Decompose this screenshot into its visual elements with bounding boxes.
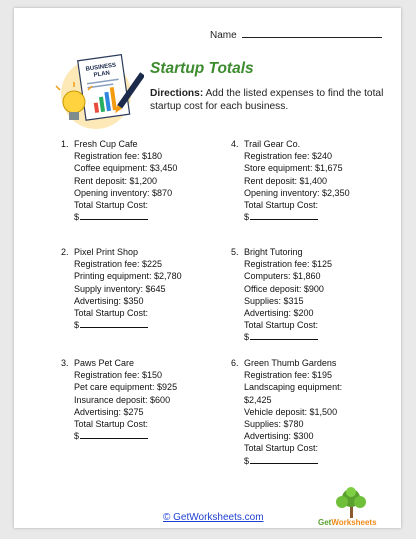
directions [150,88,390,113]
problem-6 [231,357,343,467]
business-name: Green Thumb Gardens [244,358,337,368]
expense-line: Office deposit: $900 [244,283,324,294]
answer-blank-line[interactable] [250,455,318,464]
dollar-sign: $ [74,431,80,442]
total-label: Total Startup Cost: [74,200,149,211]
expense-line: Supply inventory: $645 [74,283,166,294]
answer-field[interactable] [244,331,332,343]
plan-document-title-line2: PLAN [93,70,111,79]
answer-field[interactable] [244,211,350,223]
tree-icon [318,486,386,518]
expense-line: Store equipment: $1,675 [244,163,343,174]
problem-number: 1. [61,139,69,149]
expense-line: $2,425 [244,394,272,405]
expense-line: Pet care equipment: $925 [74,382,178,393]
business-name: Bright Tutoring [244,247,303,257]
expense-line: Registration fee: $225 [74,259,163,270]
worksheet-title: Startup Totals [150,60,254,77]
dollar-sign: $ [74,320,80,331]
expense-line: Insurance deposit: $600 [74,394,171,405]
worksheet-page [14,8,401,528]
dollar-sign: $ [244,332,250,343]
total-label: Total Startup Cost: [244,200,319,211]
name-label: Name [210,30,237,41]
dollar-sign: $ [244,212,250,223]
expense-line: Advertising: $350 [74,295,144,306]
problem-number: 6. [231,358,239,368]
expense-line: Supplies: $780 [244,419,304,430]
logo-text-part2: Worksheets [331,518,377,527]
answer-field[interactable] [74,211,177,223]
directions-text: Add the listed expenses to find the total startup cost for each business. [150,88,384,112]
footer-link[interactable]: © GetWorksheets.com [163,512,264,523]
plan-document-title-line1: BUSINESS [85,62,117,73]
answer-field[interactable] [74,319,182,331]
expense-line: Supplies: $315 [244,295,304,306]
total-label: Total Startup Cost: [244,443,319,454]
business-plan-illustration [52,52,144,132]
expense-line: Opening inventory: $870 [74,187,173,198]
business-name: Fresh Cup Cafe [74,139,138,149]
total-label: Total Startup Cost: [74,308,149,319]
directions-label: Directions: [150,88,204,99]
business-name: Trail Gear Co. [244,139,301,149]
name-field [210,28,382,41]
total-label: Total Startup Cost: [74,419,149,430]
problem-number: 2. [61,247,69,257]
business-name: Pixel Print Shop [74,247,139,257]
getworksheets-logo [318,486,386,530]
answer-field[interactable] [244,455,342,467]
expense-line: Registration fee: $150 [74,370,163,381]
name-blank-line[interactable] [242,28,382,38]
expense-line: Coffee equipment: $3,450 [74,163,178,174]
logo-text [318,518,377,527]
expense-line: Advertising: $300 [244,431,314,442]
expense-line: Printing equipment: $2,780 [74,271,182,282]
problem-5 [231,246,333,344]
problem-2 [61,246,182,331]
expense-line: Rent deposit: $1,400 [244,175,328,186]
problem-number: 5. [231,247,239,257]
answer-blank-line[interactable] [80,211,148,220]
problem-4 [231,138,350,223]
expense-line: Registration fee: $195 [244,370,333,381]
expense-line: Registration fee: $180 [74,151,163,162]
answer-blank-line[interactable] [250,331,318,340]
expense-line: Advertising: $275 [74,406,144,417]
answer-field[interactable] [74,430,177,442]
answer-blank-line[interactable] [250,211,318,220]
expense-line: Rent deposit: $1,200 [74,175,158,186]
total-label: Total Startup Cost: [244,320,319,331]
expense-line: Vehicle deposit: $1,500 [244,406,338,417]
problem-number: 4. [231,139,239,149]
problem-1 [61,138,178,223]
answer-blank-line[interactable] [80,319,148,328]
expense-line: Advertising: $200 [244,308,314,319]
expense-line: Landscaping equipment: [244,382,343,393]
dollar-sign: $ [244,455,250,466]
expense-line: Registration fee: $125 [244,259,333,270]
business-name: Paws Pet Care [74,358,135,368]
dollar-sign: $ [74,212,80,223]
answer-blank-line[interactable] [80,430,148,439]
logo-text-part1: Get [318,518,332,527]
expense-line: Registration fee: $240 [244,151,333,162]
problem-3 [61,357,178,442]
expense-line: Computers: $1,860 [244,271,321,282]
expense-line: Opening inventory: $2,350 [244,187,350,198]
problem-number: 3. [61,358,69,368]
